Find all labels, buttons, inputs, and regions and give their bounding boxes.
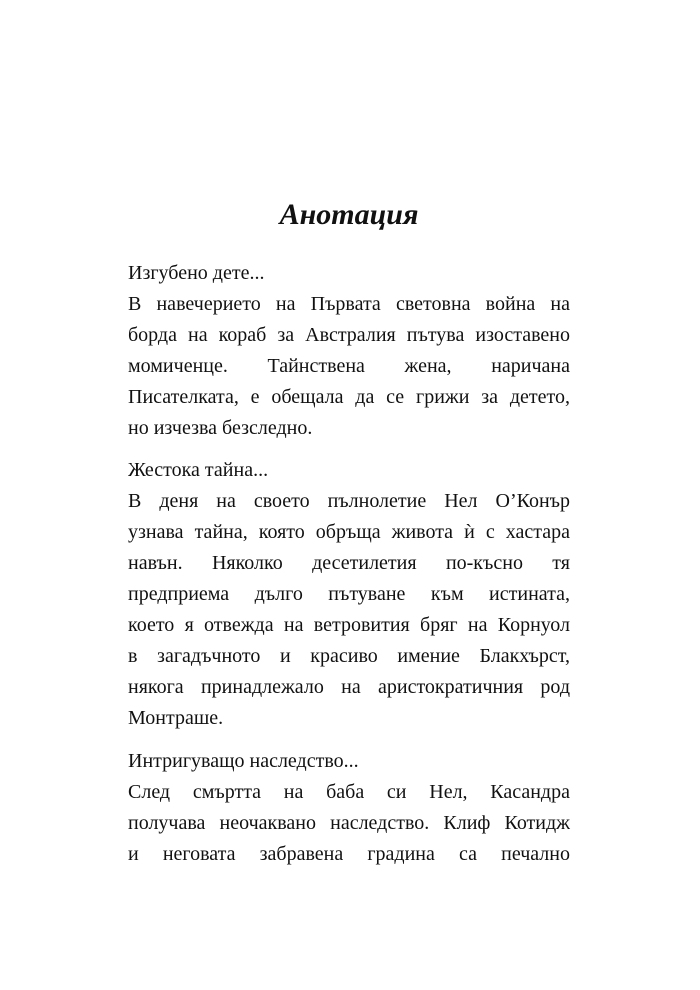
paragraph-line: момиченце. Тайнствена жена, наричана <box>128 355 570 377</box>
paragraph-line: В деня на своето пълнолетие Нел О’Конър <box>128 490 570 512</box>
annotation-content <box>128 192 570 870</box>
paragraph-spacer <box>128 444 570 455</box>
section-heading-lost-child: Изгубено дете... <box>128 262 265 284</box>
section-heading-intriguing-inheritance: Интригуващо наследство... <box>128 750 359 772</box>
section-heading-cruel-secret: Жестока тайна... <box>128 459 269 481</box>
paragraph-line: което я отвежда на ветровития бряг на Корнуол <box>128 614 570 636</box>
paragraph-line: някога принадлежало на аристократичния род <box>128 676 570 698</box>
paragraph-spacer <box>128 734 570 746</box>
page-title: Анотация <box>279 198 419 231</box>
paragraph-line: След смъртта на баба си Нел, Касандра <box>128 781 570 803</box>
paragraph-line: навън. Няколко десетилетия по-късно тя <box>128 552 570 574</box>
paragraph-line: предприема дълго пътуване към истината, <box>128 583 570 605</box>
paragraph-line: получава неочаквано наследство. Клиф Котидж <box>128 812 570 834</box>
paragraph-line: узнава тайна, която обръща живота ѝ с хастара <box>128 521 570 543</box>
paragraph-line: В навечерието на Първата световна война на <box>128 293 570 315</box>
paragraph-line: Монтраше. <box>128 707 224 729</box>
paragraph-line: борда на кораб за Австралия пътува изоставено <box>128 324 570 346</box>
paragraph-line: но изчезва безследно. <box>128 417 313 439</box>
paragraph-line: в загадъчното и красиво имение Блакхърст, <box>128 645 570 667</box>
paragraph-line: и неговата забравена градина са печално <box>128 843 570 865</box>
paragraph-line: Писателката, е обещала да се грижи за детето, <box>128 386 570 408</box>
